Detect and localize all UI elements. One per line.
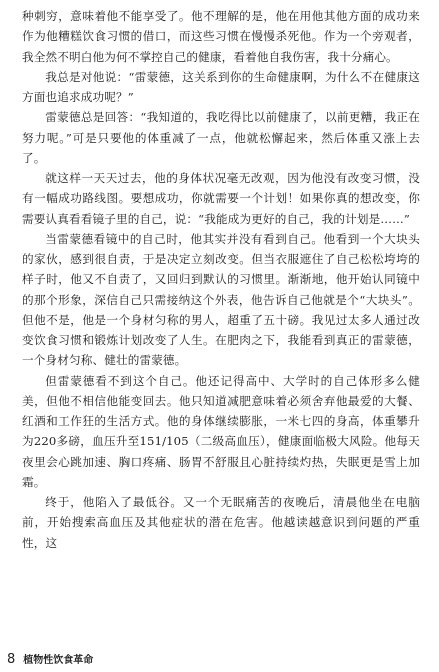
paragraph-2: 我总是对他说：“雷蒙德，这关系到你的生命健康啊，为什么不在健康这方面也追求成功呢？” (22, 69, 420, 104)
paragraph-6: 但雷蒙德看不到这个自己。他还记得高中、大学时的自己体形多么健美，但他不相信他能变回去。他只知道减肥意味着必须舍弃他最爱的大餐、红酒和工作狂的生活方式。他的身体继续膨胀，一米七四的身高，体重攀升为220多磅，血压升至151/105（二级高血压），健康面临极大风险。他每天夜里会心跳加速、胸口疼痛、肠胃不舒服且心脏持续灼热，失眠更是雪上加霜。 (22, 373, 420, 489)
body-text (22, 6, 420, 553)
paragraph-1: 种刺穷，意味着他不能享受了。他不理解的是，他在用他其他方面的成功来作为他糟糕饮食习惯的借口，而这些习惯在慢慢杀死他。作为一个旁观者，我全然不明白他为何不掌控自己的健康，看着他自我伤害，我十分痛心。 (22, 9, 420, 64)
paragraph-5: 当雷蒙德看镜中的自己时，他其实并没有看到自己。他看到一个大块头的家伙，感到很自责，于是决定立刻改变。但当衣服遮住了自己松松垮垮的样子时，他又不自责了，又回归到默认的习惯里。渐渐地，他开始认同镜中的那个形象，深信自己只需接纳这个外表，他告诉自己他就是个“大块头”。但他不是，他是一个身材匀称的男人，超重了五十磅。我见过太多人通过改变饮食习惯和锻炼计划改变了人生。在肥肉之下，我能看到真正的雷蒙德，一个身材匀称、健壮的雷蒙德。 (22, 231, 420, 368)
paragraph-7: 终于，他陷入了最低谷。又一个无眠痛苦的夜晚后，清晨他坐在电脑前，开始搜索高血压及其他症状的潜在危害。他越读越意识到问题的严重性，这 (22, 495, 420, 550)
paragraph-3: 雷蒙德总是回答：“我知道的，我吃得比以前健康了，以前更糟，我正在努力呢。”可是只要他的体重减了一点，他就松懈起来，然后体重又涨上去了。 (22, 110, 420, 165)
paragraph-4: 就这样一天天过去，他的身体状况毫无改观，因为他没有改变习惯，没有一幅成功路线图。要想成功，你就需要一个计划！如果你真的想改变，你需要认真看看镜子里的自己，说：“我能成为更好的自己，我的计划是……” (22, 171, 420, 226)
page-footer (7, 651, 93, 667)
page-number: 8 (7, 652, 16, 667)
running-title: 植物性饮食革命 (23, 655, 94, 666)
